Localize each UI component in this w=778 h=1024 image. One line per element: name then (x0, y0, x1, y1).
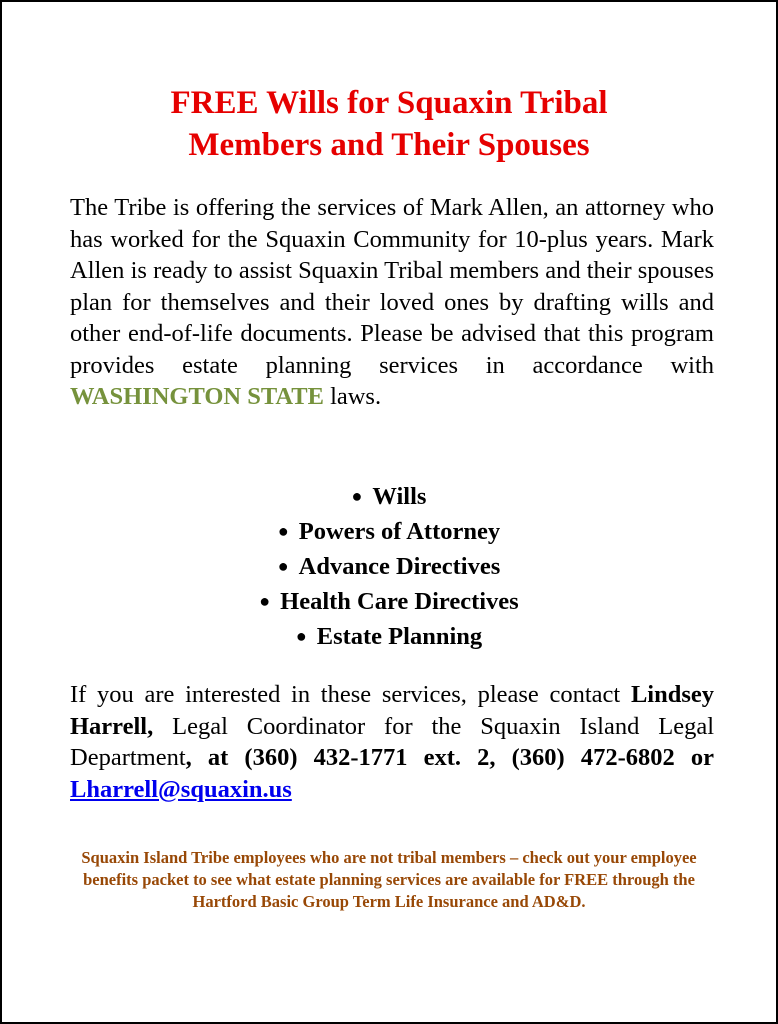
contact-phones: , at (360) 432-1771 ext. 2, (360) 472-6802 or (185, 744, 714, 771)
intro-paragraph (70, 192, 714, 413)
page-title (42, 82, 736, 166)
email-link[interactable]: Lharrell@squaxin.us (70, 775, 292, 803)
bullet-icon: ● (277, 521, 289, 541)
intro-text: The Tribe is offering the services of Mark Allen, an attorney who has worked for the Squaxin Community for 10-plus years. Mark Allen is ready to assist Squaxin Tribal members and their spouses plan for themselves and their loved ones by drafting wills and other end-of-life documents. Please be advised that this program provides estate planning services in accordance with (70, 194, 714, 379)
list-item (2, 479, 776, 514)
title-line-2: Members and Their Spouses (188, 127, 590, 163)
contact-paragraph (70, 679, 714, 805)
contact-name: Lindsey Harrell, (70, 681, 715, 740)
title-line-1: FREE Wills for Squaxin Tribal (170, 85, 608, 121)
services-list (2, 479, 776, 654)
intro-tail: laws. (330, 383, 382, 410)
intro-highlight: WASHINGTON STATE (70, 383, 324, 410)
bullet-icon: ● (295, 626, 307, 646)
service-label: Wills (372, 483, 427, 510)
employee-note: Squaxin Island Tribe employees who are not tribal members – check out your employee benefits packet to see what estate planning services are available for FREE through the Hartford Basic Group Term Life Insurance and AD&D. (81, 848, 697, 911)
list-item (2, 514, 776, 549)
bullet-icon: ● (277, 556, 289, 576)
service-label: Powers of Attorney (298, 518, 501, 545)
list-item (2, 584, 776, 619)
list-item (2, 619, 776, 654)
bullet-icon: ● (259, 591, 271, 611)
service-label: Estate Planning (316, 623, 483, 650)
contact-lead: If you are interested in these services, please contact (70, 681, 621, 708)
bullet-icon: ● (351, 486, 363, 506)
service-label: Health Care Directives (280, 588, 519, 615)
list-item (2, 549, 776, 584)
service-label: Advance Directives (298, 553, 501, 580)
contact-role: Legal Coordinator for the Squaxin Island Legal Department (70, 712, 715, 771)
